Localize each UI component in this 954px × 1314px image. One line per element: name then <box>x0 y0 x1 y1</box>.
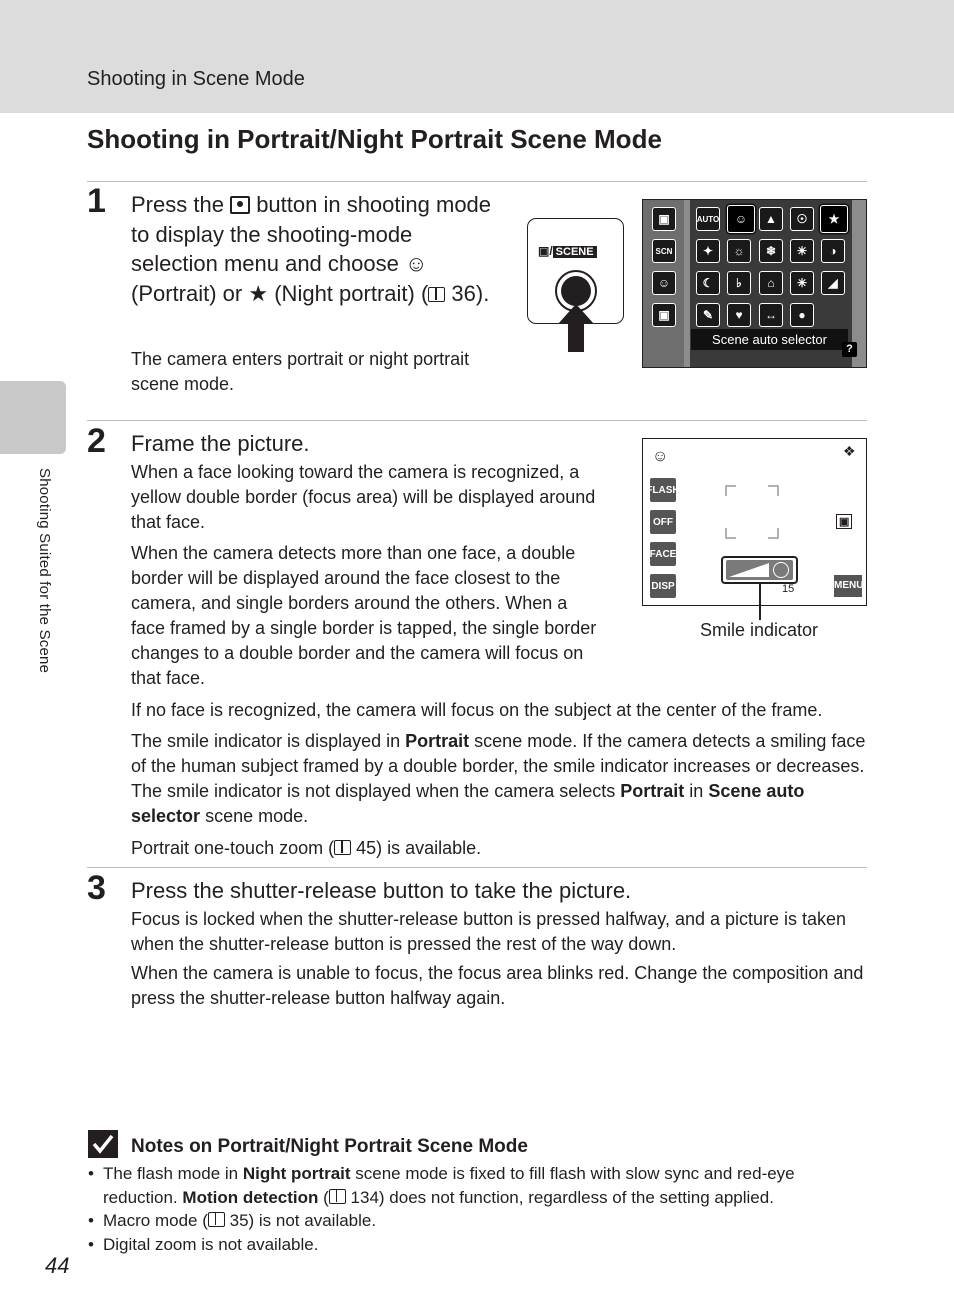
paragraph: When the camera detects more than one face, a double border will be displayed around the face closest to the camera, and single borders around the others. When a face framed by a single border is tapped, the single border changes to a double border and the camera will focus on that face. <box>131 543 597 688</box>
list-item: • Digital zoom is not available. <box>88 1233 868 1257</box>
up-arrow-icon <box>558 304 594 352</box>
divider <box>87 420 867 421</box>
movie-scene-label: ▣/ SCENE <box>538 244 597 258</box>
panorama-icon: ↔ <box>759 303 783 327</box>
landscape-icon: ▲ <box>759 207 783 231</box>
step-lead <box>131 190 501 308</box>
step-text: (Portrait) or <box>131 280 243 306</box>
chapter-tab <box>0 381 66 454</box>
portrait-icon: ☺ <box>727 205 755 233</box>
dusk-icon: ◑ <box>821 239 845 263</box>
header-band <box>0 0 954 113</box>
movie-icon: ▣ <box>652 303 676 327</box>
step-text: button in shooting mode to display the shooting-mode selection menu and choose <box>131 192 492 276</box>
text: 35) is not available. <box>229 1211 377 1230</box>
chapter-label: Shooting Suited for the Scene <box>36 468 53 674</box>
text: 45) is available. <box>356 838 482 858</box>
image-quality-icon: ▣ <box>836 514 852 529</box>
snow-icon: ❄ <box>759 239 783 263</box>
paragraph: When a face looking toward the camera is recognized, a yellow double border (focus area) will be displayed around that face. <box>131 462 596 532</box>
step-text: Press the <box>131 192 224 217</box>
paragraph: When the camera is unable to focus, the focus area blinks red. Change the composition and press the shutter-release button halfway again. <box>131 963 864 1008</box>
callout-line <box>759 584 761 620</box>
text: The flash mode in <box>103 1164 239 1183</box>
vibration-reduction-icon: ❖ <box>843 443 856 459</box>
paragraph: If no face is recognized, the camera will focus on the subject at the center of the frame. <box>131 700 823 720</box>
fireworks-icon: ✳ <box>790 271 814 295</box>
camera-icon: ▣ <box>652 207 676 231</box>
book-icon <box>208 1212 225 1227</box>
paragraph <box>131 729 867 829</box>
notes-list <box>88 1162 868 1256</box>
party-icon: ✦ <box>696 239 720 263</box>
bold-text: Portrait <box>620 781 685 801</box>
display-icon: DISP <box>650 574 676 598</box>
bold-text: Scene auto selector <box>131 781 805 826</box>
notes-title: Notes on Portrait/Night Portrait Scene Mode <box>131 1136 528 1157</box>
book-icon <box>428 287 445 302</box>
scene-auto-selector-label: Scene auto selector <box>691 329 848 350</box>
step-number: 3 <box>87 869 106 907</box>
exposure-counter: 15 <box>782 583 795 595</box>
museum-icon: ⌂ <box>759 271 783 295</box>
bold-text: Motion detection <box>182 1187 319 1207</box>
book-icon <box>334 840 351 855</box>
camera-icon <box>230 196 250 214</box>
face-detect-icon: FACE <box>650 542 676 566</box>
portrait-icon: ☺ <box>652 448 669 465</box>
step-note: The camera enters portrait or night portrait scene mode. <box>131 349 470 394</box>
text: in <box>689 781 704 801</box>
text: 134) does not function, regardless of the setting applied. <box>350 1187 774 1207</box>
copy-icon: ✎ <box>696 303 720 327</box>
step-number: 1 <box>87 182 106 220</box>
step-number: 2 <box>87 422 106 460</box>
smart-portrait-icon: ☺ <box>652 271 676 295</box>
text: scene mode is fixed to fill flash with slow sync and red-eye reduction. <box>103 1164 795 1207</box>
text: The smile indicator is displayed in <box>131 731 401 751</box>
beach-icon: ☼ <box>727 239 751 263</box>
portrait-icon: ☺ <box>404 251 428 276</box>
sports-icon: ☉ <box>790 207 814 231</box>
list-item <box>88 1209 868 1233</box>
text: scene mode. <box>205 806 309 826</box>
sunset-icon: ☀ <box>790 239 814 263</box>
scene-auto-icon: AUTO <box>696 207 720 231</box>
text: scene mode. If the camera detects a smiling face of the human subject framed by a double border, the smile indicator increases or decreases. The smile indicator is not displayed when the camera selects <box>131 731 866 801</box>
text: Portrait one-touch zoom ( <box>131 838 335 858</box>
bold-text: Night portrait <box>242 1164 351 1183</box>
scene-icon: SCN <box>652 239 676 263</box>
text: ( <box>323 1187 329 1207</box>
smile-level-ramp <box>729 563 769 577</box>
help-icon: ? <box>842 342 857 357</box>
paragraph <box>131 836 731 861</box>
smile-indicator-callout: Smile indicator <box>700 620 819 640</box>
night-portrait-icon: ★ <box>820 205 848 233</box>
step-lead: Frame the picture. <box>131 431 310 456</box>
night-landscape-icon: ☾ <box>696 271 720 295</box>
page-number: 44 <box>45 1253 70 1278</box>
flash-icon: FLASH <box>650 478 676 502</box>
divider <box>87 867 867 868</box>
list-item <box>88 1162 868 1209</box>
book-icon <box>329 1189 346 1204</box>
divider <box>87 181 867 182</box>
backlight-icon: ◢ <box>821 271 845 295</box>
pet-icon: ♥ <box>727 303 751 327</box>
food-icon: ♭ <box>727 271 751 295</box>
page-title: Shooting in Portrait/Night Portrait Scene Mode <box>87 124 662 154</box>
night-portrait-icon: ★ <box>248 280 269 306</box>
section-title: Shooting in Scene Mode <box>87 68 305 90</box>
camera-icon <box>561 276 591 306</box>
bold-text: Portrait <box>405 731 470 751</box>
smile-icon <box>773 562 789 578</box>
step-lead: Press the shutter-release button to take the picture. <box>131 878 632 903</box>
focus-area <box>724 484 780 540</box>
step-text: 36). <box>451 280 490 306</box>
step-text: (Night portrait) ( <box>274 280 429 306</box>
check-mark-icon <box>88 1130 118 1158</box>
text: Macro mode ( <box>103 1211 208 1230</box>
menu-icon: MENU <box>834 575 862 597</box>
self-timer-icon: OFF <box>650 510 676 534</box>
voice-icon: ● <box>790 303 814 327</box>
paragraph: Focus is locked when the shutter-release button is pressed halfway, and a picture is taken when the shutter-release button is pressed the rest of the way down. <box>131 909 847 954</box>
